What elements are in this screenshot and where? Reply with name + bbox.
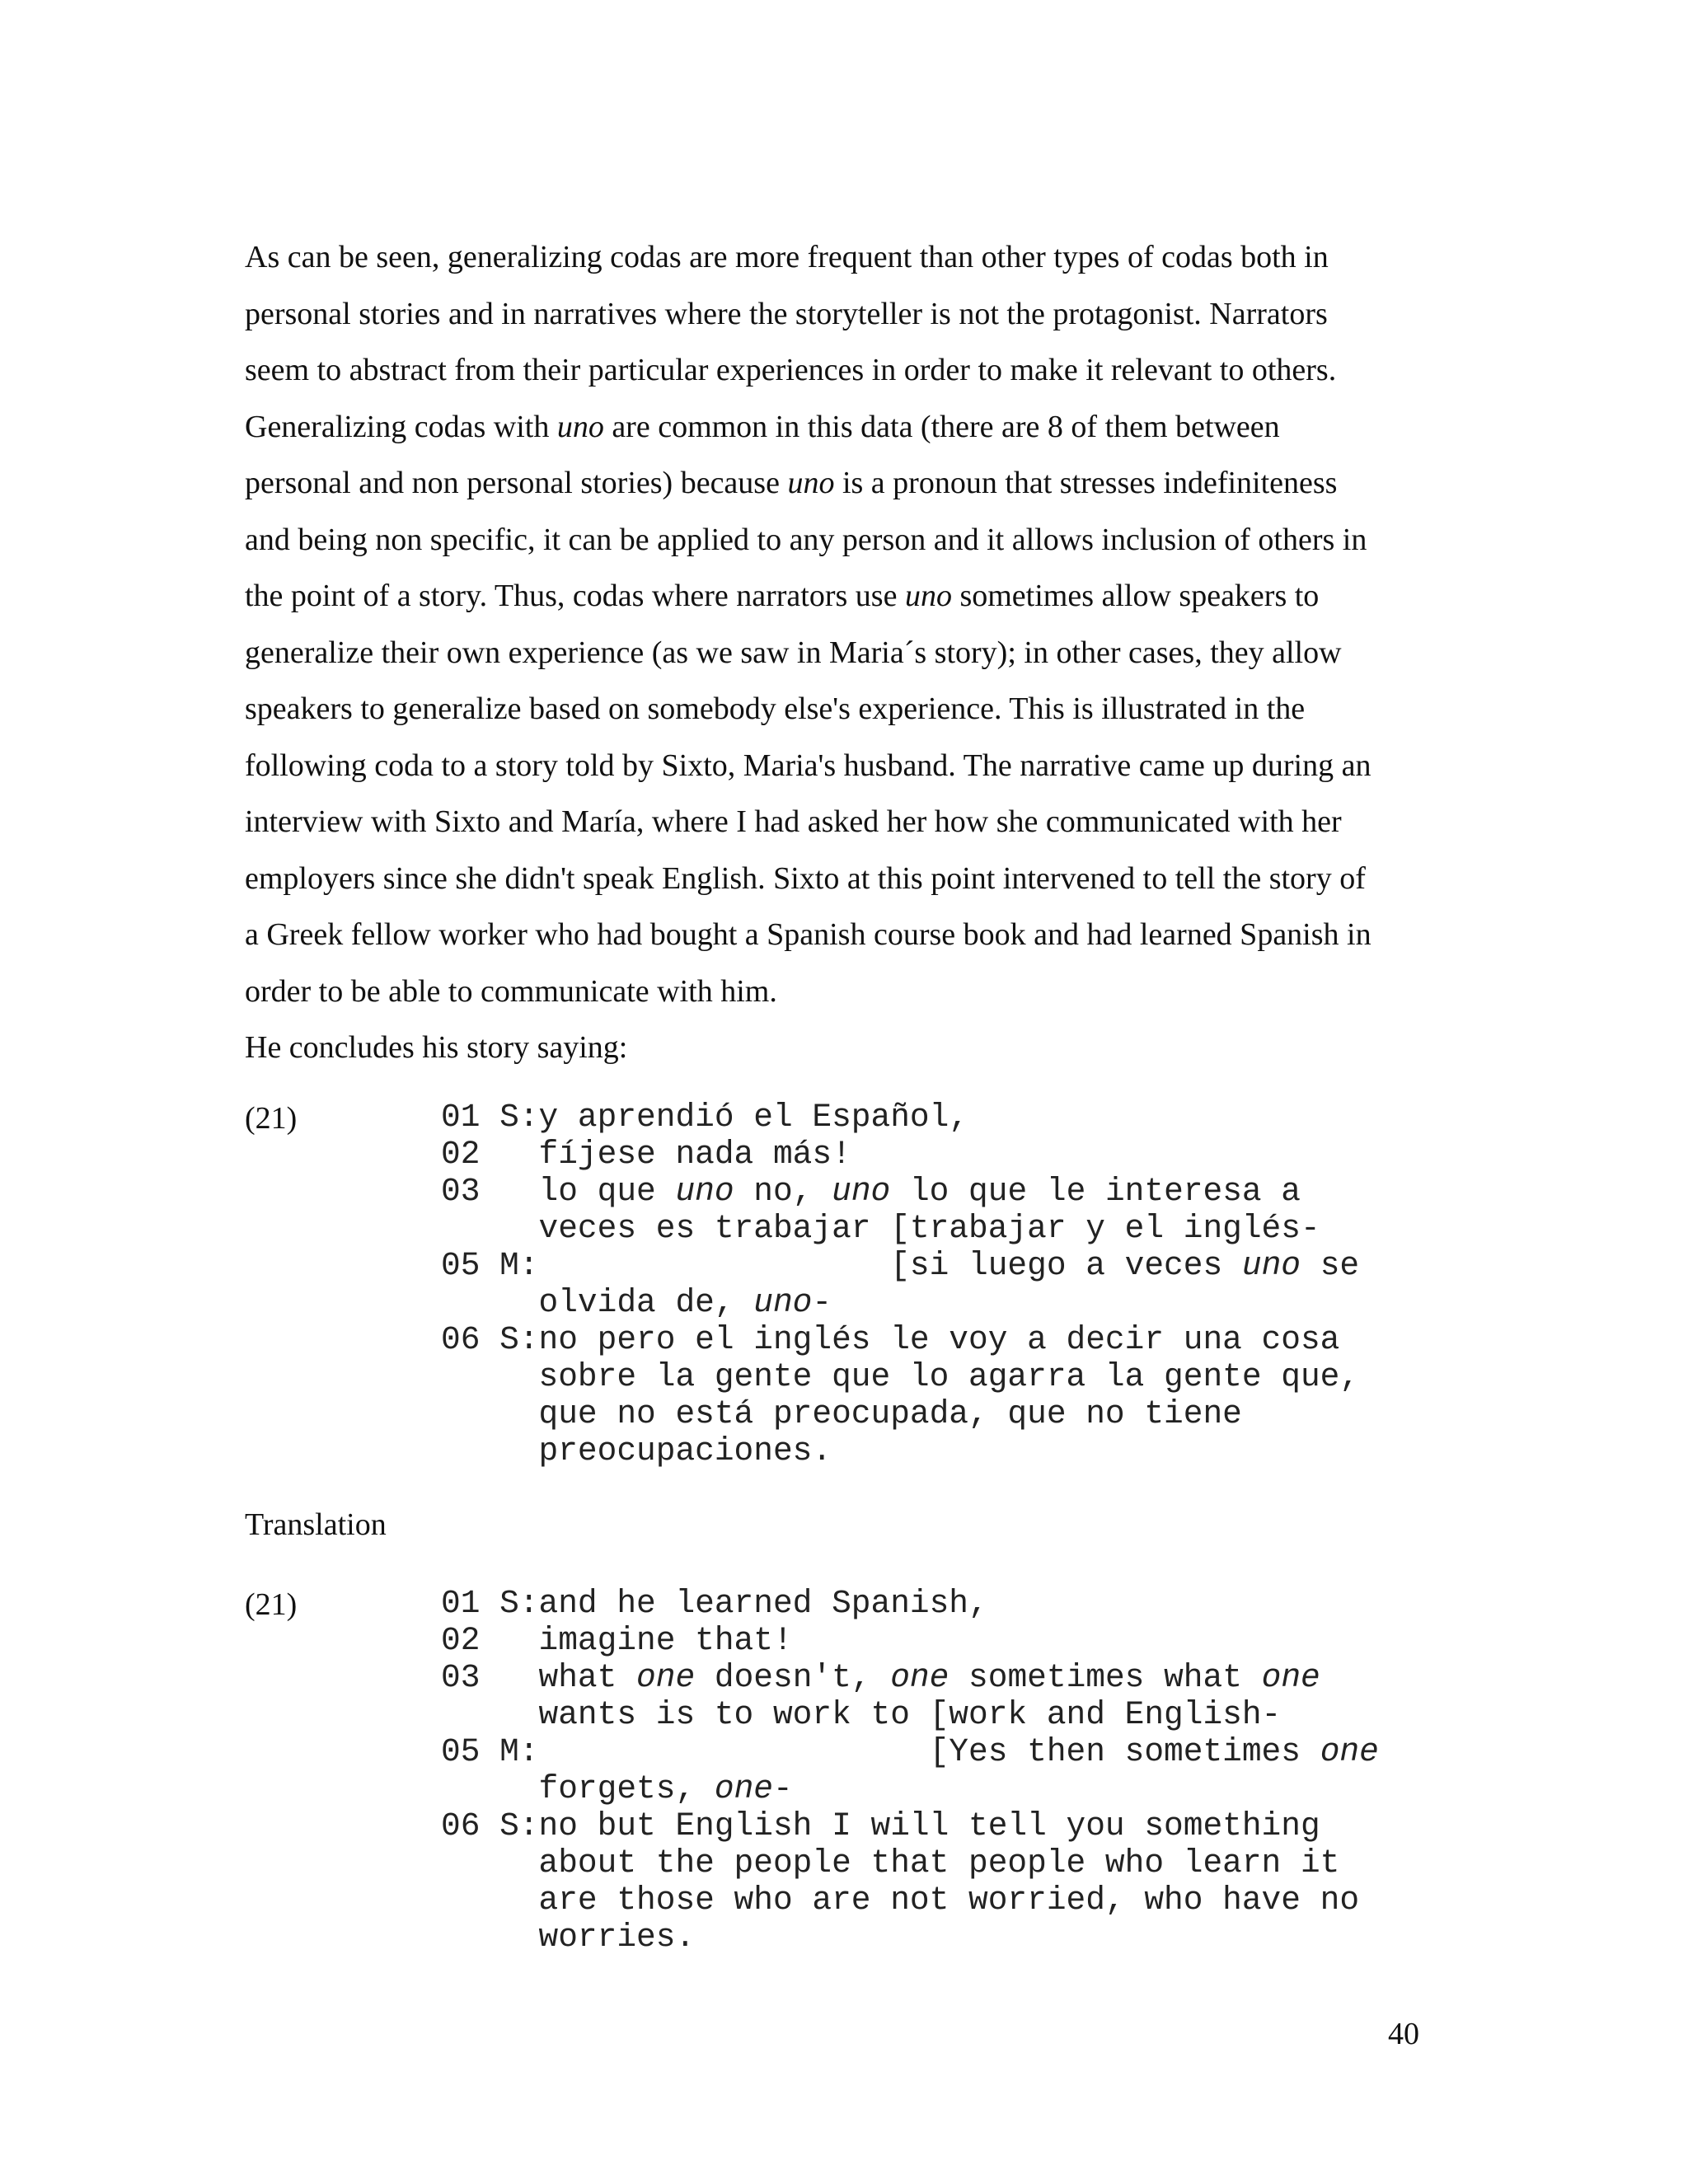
transcript-line: worries. <box>441 1919 696 1956</box>
transcript-line: 02 imagine that! <box>441 1622 793 1659</box>
paragraph-line: He concludes his story saying: <box>245 1030 628 1065</box>
example-number-spanish: (21) <box>245 1101 298 1136</box>
paragraph-line: speakers to generalize based on somebody else's experience. This is illustrated in the <box>245 691 1306 726</box>
paragraph-line: employers since she didn't speak English. Sixto at this point intervened to tell the story of <box>245 860 1366 896</box>
italic-term: uno <box>1241 1247 1301 1284</box>
transcript-line: forgets, one- <box>441 1770 793 1807</box>
transcript-line: about the people that people who learn it <box>441 1844 1340 1882</box>
spanish-transcript <box>441 1099 1471 1469</box>
translation-heading: Translation <box>245 1507 387 1542</box>
italic-term: uno <box>753 1284 813 1321</box>
transcript-line: 02 fíjese nada más! <box>441 1136 851 1173</box>
paragraph-line: order to be able to communicate with him. <box>245 973 777 1009</box>
transcript-line: que no está preocupada, que no tiene <box>441 1395 1242 1432</box>
italic-term: uno <box>832 1173 891 1210</box>
transcript-line: 03 what one doesn't, one sometimes what one <box>441 1659 1320 1696</box>
paragraph-line: a Greek fellow worker who had bought a Spanish course book and had learned Spanish in <box>245 917 1372 952</box>
transcript-line: 01 S:y aprendió el Español, <box>441 1099 969 1136</box>
paragraph-line: and being non specific, it can be applied to any person and it allows inclusion of others in <box>245 522 1367 557</box>
transcript-line: wants is to work to [work and English- <box>441 1696 1282 1733</box>
paragraph-line: generalize their own experience (as we saw in Maria´s story); in other cases, they allow <box>245 635 1342 670</box>
body-paragraph <box>245 229 1448 1076</box>
italic-term: uno <box>787 466 835 500</box>
italic-term: one <box>890 1659 950 1696</box>
page-number: 40 <box>1388 2017 1419 2051</box>
paragraph-line: the point of a story. Thus, codas where narrators use uno sometimes allow speakers to <box>245 579 1320 613</box>
transcript-line: 05 M: [Yes then sometimes one <box>441 1733 1379 1770</box>
italic-term: uno <box>904 579 952 613</box>
transcript-line: sobre la gente que lo agarra la gente que, <box>441 1358 1360 1395</box>
italic-term: one <box>1261 1659 1320 1696</box>
transcript-line: preocupaciones. <box>441 1432 832 1469</box>
transcript-line: 06 S:no but English I will tell you something <box>441 1807 1320 1844</box>
paragraph-line: personal and non personal stories) because uno is a pronoun that stresses indefiniteness <box>245 466 1338 500</box>
transcript-line: 01 S:and he learned Spanish, <box>441 1585 988 1622</box>
transcript-line: are those who are not worried, who have no <box>441 1882 1360 1919</box>
paragraph-line: As can be seen, generalizing codas are more frequent than other types of codas both in <box>245 240 1329 274</box>
example-number-english: (21) <box>245 1587 298 1622</box>
italic-term: one <box>636 1659 696 1696</box>
italic-term: uno <box>556 409 604 444</box>
paragraph-line: seem to abstract from their particular experiences in order to make it relevant to others. <box>245 353 1337 387</box>
italic-term: one <box>1320 1733 1379 1770</box>
paragraph-line: interview with Sixto and María, where I had asked her how she communicated with her <box>245 804 1342 839</box>
paragraph-line: personal stories and in narratives where the storyteller is not the protagonist. Narrators <box>245 296 1328 331</box>
italic-term: uno <box>675 1173 734 1210</box>
italic-term: one <box>714 1770 773 1807</box>
paragraph-line: Generalizing codas with uno are common in this data (there are 8 of them between <box>245 409 1280 444</box>
transcript-line: olvida de, uno- <box>441 1284 832 1321</box>
transcript-line: 03 lo que uno no, uno lo que le interesa a <box>441 1173 1301 1210</box>
transcript-line: 06 S:no pero el inglés le voy a decir una cosa <box>441 1321 1340 1358</box>
transcript-line: veces es trabajar [trabajar y el inglés- <box>441 1210 1320 1247</box>
english-transcript <box>441 1585 1471 1956</box>
transcript-line: 05 M: [si luego a veces uno se <box>441 1247 1360 1284</box>
paragraph-line: following coda to a story told by Sixto, Maria's husband. The narrative came up during an <box>245 748 1372 783</box>
